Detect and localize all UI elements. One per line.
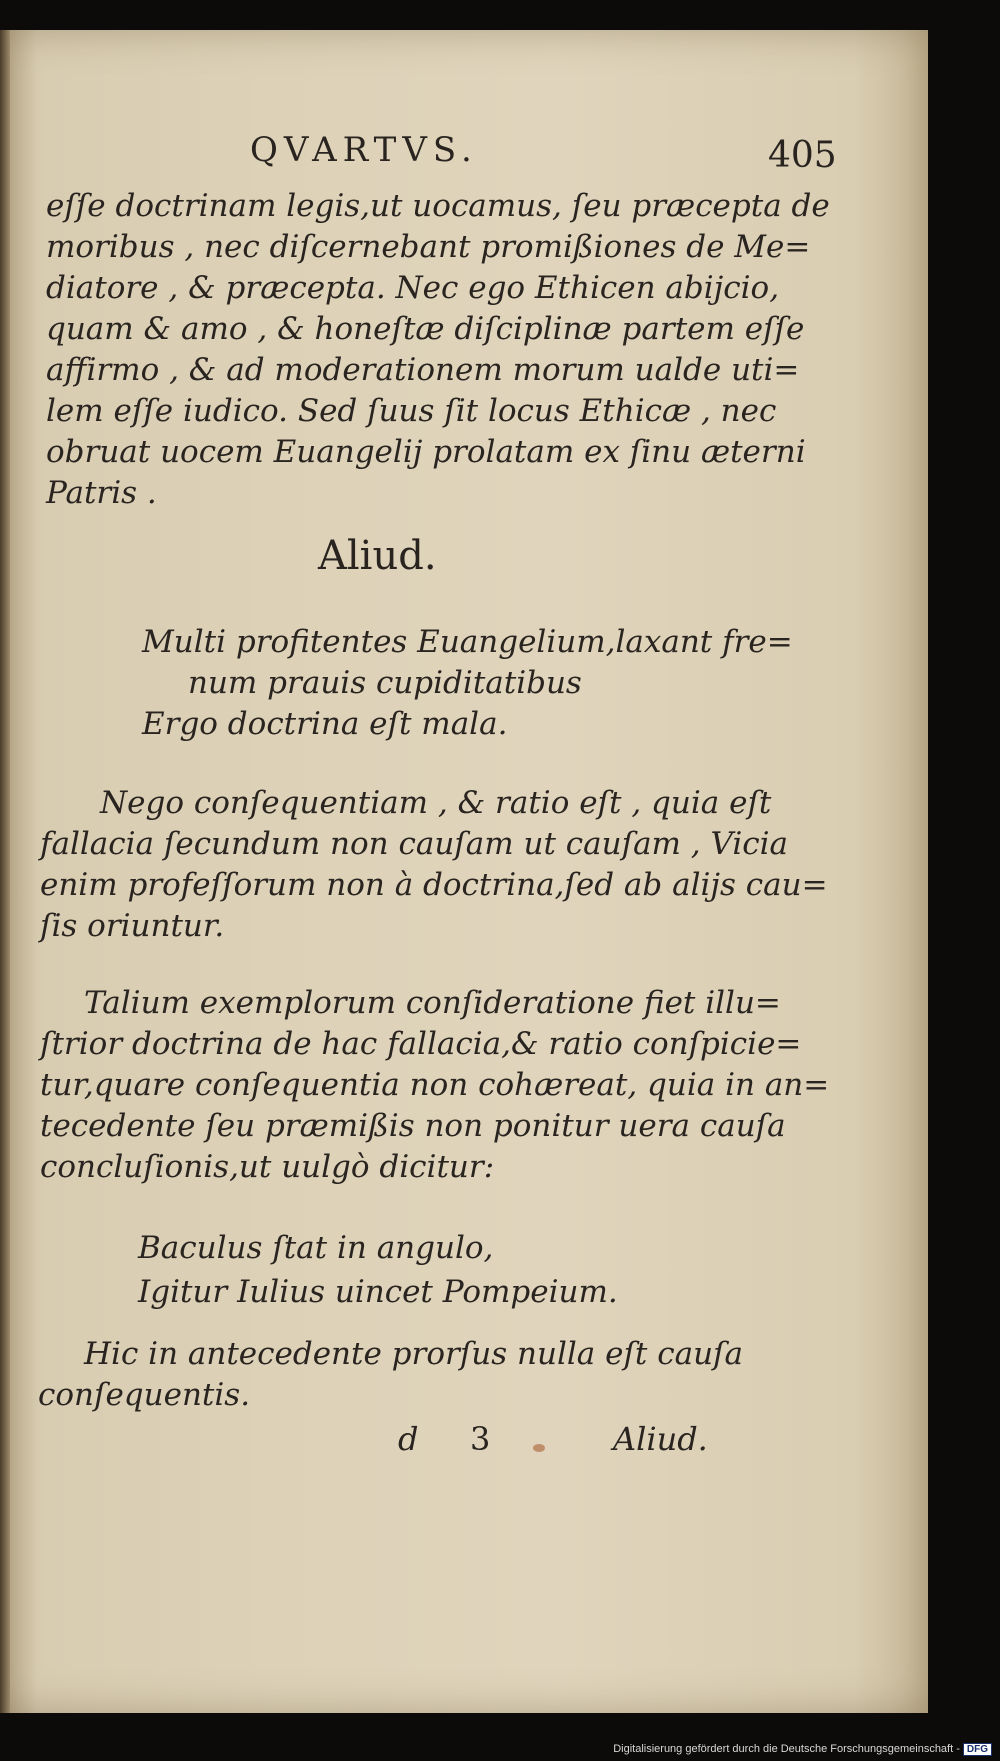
paragraph-4-line-2: conſequentis.: [38, 1377, 251, 1413]
paragraph-3-line-3: tur,quare conſequentia non cohæreat, quia in an=: [40, 1067, 830, 1103]
section-heading: Aliud.: [318, 533, 437, 579]
syllogism-premise-line-2: num prauis cupiditatibus: [188, 665, 582, 701]
paragraph-3-line-2: ſtrior doctrina de hac fallacia,& ratio conſpicie=: [40, 1026, 802, 1062]
digitization-credit-text: Digitalisierung gefördert durch die Deutsche Forschungsgemeinschaft -: [613, 1743, 960, 1755]
paragraph-3-line-4: tecedente ſeu præmißis non ponitur uera cauſa: [40, 1108, 786, 1144]
paragraph-1-line-1: eſſe doctrinam legis,ut uocamus, ſeu præcepta de: [46, 188, 830, 224]
page-gutter: [0, 30, 10, 1713]
signature-mark-number: 3: [470, 1420, 491, 1458]
paragraph-1-line-6: lem eſſe iudico. Sed ſuus ſit locus Ethicæ , nec: [46, 393, 777, 429]
paragraph-2-line-4: ſis oriuntur.: [40, 908, 225, 944]
paragraph-1-line-4: quam & amo , & honeſtæ diſciplinæ partem eſſe: [46, 311, 805, 347]
catchword: Aliud.: [613, 1420, 708, 1458]
paragraph-2-line-2: fallacia ſecundum non cauſam ut cauſam , Vicia: [40, 826, 789, 862]
paragraph-1-line-7: obruat uocem Euangelij prolatam ex ſinu æterni: [46, 434, 806, 470]
paragraph-1-line-2: moribus , nec diſcernebant promißiones de Me=: [46, 229, 811, 265]
paragraph-3-line-5: concluſionis,ut uulgò dicitur:: [40, 1149, 495, 1185]
paragraph-1-line-3: diatore , & præcepta. Nec ego Ethicen abijcio,: [46, 270, 780, 306]
paragraph-2-line-1: Nego conſequentiam , & ratio eſt , quia eſt: [100, 785, 772, 821]
running-head: QVARTVS.: [250, 130, 478, 170]
digitization-credit: [613, 1743, 992, 1756]
syllogism-conclusion: Ergo doctrina eſt mala.: [142, 706, 508, 742]
example-line-1: Baculus ſtat in angulo,: [138, 1230, 494, 1266]
dfg-logo: DFG: [963, 1743, 992, 1756]
signature-mark-letter: d: [398, 1420, 419, 1458]
paragraph-1-line-5: affirmo , & ad moderationem morum ualde uti=: [46, 352, 800, 388]
example-line-2: Igitur Iulius uincet Pompeium.: [138, 1274, 618, 1310]
ink-stain: [533, 1444, 545, 1452]
paragraph-2-line-3: enim profeſſorum non à doctrina,ſed ab alijs cau=: [40, 867, 828, 903]
paragraph-3-line-1: Talium exemplorum conſideratione fiet illu=: [84, 985, 781, 1021]
paragraph-4-line-1: Hic in antecedente prorſus nulla eſt cauſa: [84, 1336, 744, 1372]
page-number: 405: [768, 135, 837, 176]
syllogism-premise-line-1: Multi profitentes Euangelium,laxant fre=: [142, 624, 793, 660]
paragraph-1-line-8: Patris .: [46, 475, 157, 511]
